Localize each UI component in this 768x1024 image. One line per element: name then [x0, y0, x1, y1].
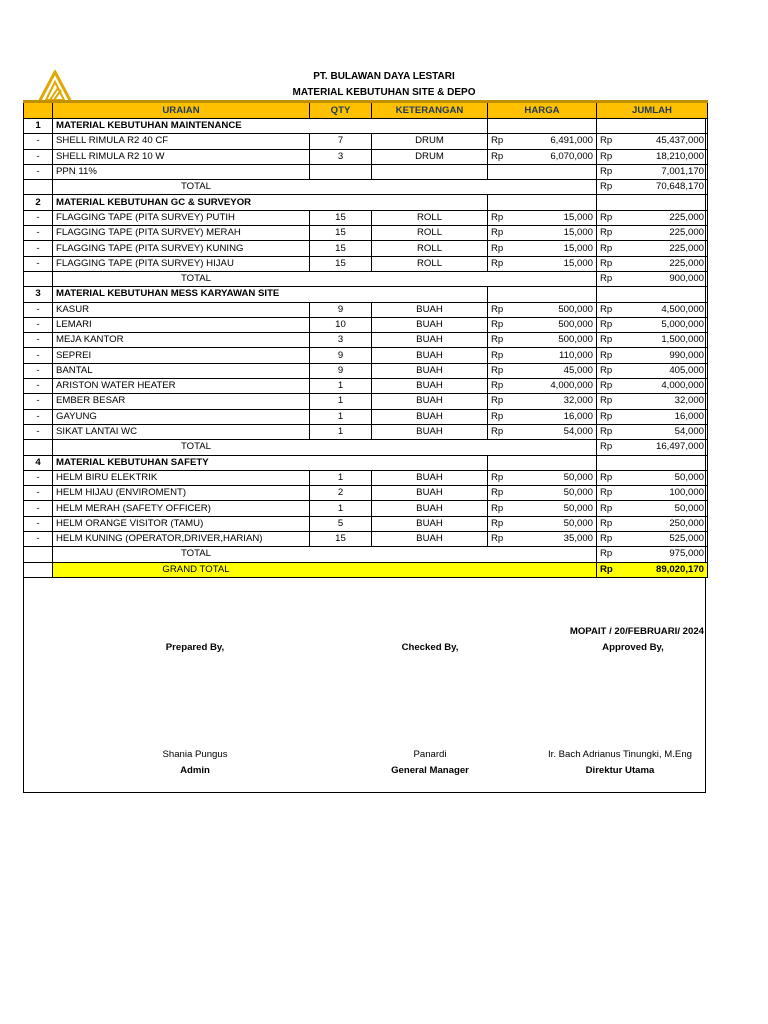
item-amount-currency: Rp: [597, 210, 615, 225]
column-header-row: [24, 102, 708, 119]
section-heading-row: [24, 195, 708, 210]
item-price: 50,000: [506, 486, 597, 501]
item-qty: 3: [310, 333, 372, 348]
total-currency: Rp: [597, 180, 615, 195]
item-mark: -: [24, 516, 53, 531]
item-price-currency: Rp: [488, 532, 506, 547]
section-heading-row: [24, 455, 708, 470]
item-unit: BUAH: [372, 348, 488, 363]
total-amount: 70,648,170: [615, 180, 708, 195]
grand-total-blank-no: [24, 562, 53, 577]
total-currency: Rp: [597, 440, 615, 455]
section-harga-blank: [488, 455, 597, 470]
item-row: [24, 516, 708, 531]
item-price-currency: Rp: [488, 226, 506, 241]
item-price: 45,000: [506, 363, 597, 378]
item-mark: -: [24, 226, 53, 241]
item-qty: 7: [310, 134, 372, 149]
item-amount-currency: Rp: [597, 486, 615, 501]
header-qty: QTY: [310, 102, 372, 119]
section-title: MATERIAL KEBUTUHAN GC & SURVEYOR: [53, 195, 488, 210]
item-amount: 45,437,000: [615, 134, 708, 149]
item-price-currency: Rp: [488, 241, 506, 256]
item-price-currency: Rp: [488, 333, 506, 348]
item-name: SHELL RIMULA R2 40 CF: [53, 134, 310, 149]
item-row: [24, 241, 708, 256]
item-name: HELM MERAH (SAFETY OFFICER): [53, 501, 310, 516]
item-mark: -: [24, 134, 53, 149]
grand-total-row: [24, 562, 708, 577]
section-number: 4: [24, 455, 53, 470]
item-price: 16,000: [506, 409, 597, 424]
item-price: 32,000: [506, 394, 597, 409]
item-amount-currency: Rp: [597, 149, 615, 164]
item-price: 54,000: [506, 424, 597, 439]
item-name: FLAGGING TAPE (PITA SURVEY) MERAH: [53, 226, 310, 241]
item-qty: 9: [310, 363, 372, 378]
item-row: [24, 333, 708, 348]
item-amount-currency: Rp: [597, 363, 615, 378]
item-mark: -: [24, 409, 53, 424]
item-qty: 15: [310, 532, 372, 547]
item-mark: -: [24, 486, 53, 501]
item-amount-currency: Rp: [597, 470, 615, 485]
item-mark: -: [24, 210, 53, 225]
item-name: EMBER BESAR: [53, 394, 310, 409]
item-row: [24, 302, 708, 317]
total-blank-no: [24, 547, 53, 562]
item-amount-currency: Rp: [597, 302, 615, 317]
item-unit: BUAH: [372, 532, 488, 547]
item-qty: 1: [310, 379, 372, 394]
item-price: 15,000: [506, 256, 597, 271]
total-amount: 975,000: [615, 547, 708, 562]
item-mark: -: [24, 317, 53, 332]
checked-by-label: Checked By,: [401, 642, 459, 653]
item-price-currency: Rp: [488, 256, 506, 271]
item-price-currency: Rp: [488, 149, 506, 164]
item-name: LEMARI: [53, 317, 310, 332]
section-jumlah-blank: [597, 119, 708, 134]
item-mark: -: [24, 333, 53, 348]
item-amount: 250,000: [615, 516, 708, 531]
section-heading-row: [24, 287, 708, 302]
item-price: 50,000: [506, 516, 597, 531]
item-row: [24, 134, 708, 149]
item-qty: 1: [310, 470, 372, 485]
header-no-cell: [24, 102, 53, 119]
approved-by-role: Direktur Utama: [585, 765, 655, 776]
item-amount-currency: Rp: [597, 532, 615, 547]
item-amount: 16,000: [615, 409, 708, 424]
item-amount-currency: Rp: [597, 394, 615, 409]
item-name: HELM KUNING (OPERATOR,DRIVER,HARIAN): [53, 532, 310, 547]
total-label: TOTAL: [53, 271, 597, 286]
item-name: ARISTON WATER HEATER: [53, 379, 310, 394]
item-mark: -: [24, 379, 53, 394]
item-qty: [310, 164, 372, 179]
item-unit: DRUM: [372, 149, 488, 164]
item-price: 15,000: [506, 210, 597, 225]
item-mark: -: [24, 348, 53, 363]
item-amount: 525,000: [615, 532, 708, 547]
section-jumlah-blank: [597, 287, 708, 302]
item-unit: BUAH: [372, 333, 488, 348]
item-row: [24, 470, 708, 485]
section-total-row: [24, 271, 708, 286]
item-mark: -: [24, 363, 53, 378]
item-amount: 50,000: [615, 501, 708, 516]
item-name: FLAGGING TAPE (PITA SURVEY) KUNING: [53, 241, 310, 256]
section-title: MATERIAL KEBUTUHAN MAINTENANCE: [53, 119, 488, 134]
item-unit: BUAH: [372, 486, 488, 501]
item-row: [24, 532, 708, 547]
item-amount: 990,000: [615, 348, 708, 363]
prepared-by-name: Shania Pungus: [162, 749, 228, 760]
item-amount-currency: Rp: [597, 134, 615, 149]
item-row: [24, 424, 708, 439]
item-price-currency: Rp: [488, 134, 506, 149]
item-row: [24, 164, 708, 179]
header-harga: HARGA: [488, 102, 597, 119]
item-qty: 2: [310, 486, 372, 501]
item-price-currency: Rp: [488, 394, 506, 409]
total-amount: 16,497,000: [615, 440, 708, 455]
item-qty: 9: [310, 348, 372, 363]
total-blank-no: [24, 271, 53, 286]
item-price: 110,000: [506, 348, 597, 363]
item-price: 500,000: [506, 333, 597, 348]
item-amount: 7,001,170: [615, 164, 708, 179]
item-price-currency: Rp: [488, 302, 506, 317]
item-price-currency: Rp: [488, 470, 506, 485]
item-amount-currency: Rp: [597, 333, 615, 348]
total-label: TOTAL: [53, 440, 597, 455]
item-amount: 225,000: [615, 226, 708, 241]
item-unit: ROLL: [372, 210, 488, 225]
grand-total-currency: Rp: [597, 562, 615, 577]
item-qty: 15: [310, 241, 372, 256]
item-price: 35,000: [506, 532, 597, 547]
item-qty: 15: [310, 256, 372, 271]
item-amount: 1,500,000: [615, 333, 708, 348]
item-unit: BUAH: [372, 363, 488, 378]
item-mark: -: [24, 424, 53, 439]
section-number: 1: [24, 119, 53, 134]
place-date: MOPAIT / 20/FEBRUARI/ 2024: [569, 626, 704, 637]
item-unit: BUAH: [372, 317, 488, 332]
item-name: SIKAT LANTAI WC: [53, 424, 310, 439]
item-price-currency: Rp: [488, 210, 506, 225]
item-price: 50,000: [506, 470, 597, 485]
item-price: 6,491,000: [506, 134, 597, 149]
item-unit: [372, 164, 488, 179]
item-qty: 5: [310, 516, 372, 531]
item-qty: 10: [310, 317, 372, 332]
item-unit: ROLL: [372, 256, 488, 271]
item-unit: BUAH: [372, 302, 488, 317]
item-amount: 4,000,000: [615, 379, 708, 394]
item-row: [24, 379, 708, 394]
item-row: [24, 317, 708, 332]
item-qty: 15: [310, 210, 372, 225]
item-price: [506, 164, 597, 179]
section-title: MATERIAL KEBUTUHAN SAFETY: [53, 455, 488, 470]
item-amount-currency: Rp: [597, 379, 615, 394]
header-keterangan: KETERANGAN: [372, 102, 488, 119]
total-amount: 900,000: [615, 271, 708, 286]
material-table: [23, 100, 708, 578]
prepared-by-role: Admin: [180, 765, 210, 776]
total-label: TOTAL: [53, 180, 597, 195]
checked-by-name: Panardi: [413, 749, 447, 760]
item-price: 500,000: [506, 302, 597, 317]
item-name: PPN 11%: [53, 164, 310, 179]
item-name: SEPREI: [53, 348, 310, 363]
item-amount: 100,000: [615, 486, 708, 501]
item-price-currency: Rp: [488, 363, 506, 378]
item-unit: BUAH: [372, 379, 488, 394]
item-name: FLAGGING TAPE (PITA SURVEY) HIJAU: [53, 256, 310, 271]
item-price: 15,000: [506, 226, 597, 241]
item-unit: BUAH: [372, 470, 488, 485]
total-blank-no: [24, 440, 53, 455]
section-jumlah-blank: [597, 455, 708, 470]
item-amount-currency: Rp: [597, 317, 615, 332]
item-amount-currency: Rp: [597, 241, 615, 256]
total-blank-no: [24, 180, 53, 195]
header-jumlah: JUMLAH: [597, 102, 708, 119]
item-price-currency: [488, 164, 506, 179]
item-price-currency: Rp: [488, 424, 506, 439]
item-amount-currency: Rp: [597, 424, 615, 439]
item-mark: -: [24, 302, 53, 317]
item-name: BANTAL: [53, 363, 310, 378]
item-price: 4,000,000: [506, 379, 597, 394]
item-unit: BUAH: [372, 501, 488, 516]
item-amount-currency: Rp: [597, 226, 615, 241]
item-qty: 1: [310, 409, 372, 424]
item-amount: 4,500,000: [615, 302, 708, 317]
item-mark: -: [24, 470, 53, 485]
item-qty: 1: [310, 424, 372, 439]
item-unit: DRUM: [372, 134, 488, 149]
item-unit: BUAH: [372, 409, 488, 424]
item-name: HELM HIJAU (ENVIROMENT): [53, 486, 310, 501]
item-name: SHELL RIMULA R2 10 W: [53, 149, 310, 164]
item-amount: 5,000,000: [615, 317, 708, 332]
item-price: 15,000: [506, 241, 597, 256]
item-price: 500,000: [506, 317, 597, 332]
item-amount-currency: Rp: [597, 256, 615, 271]
item-amount-currency: Rp: [597, 164, 615, 179]
section-number: 2: [24, 195, 53, 210]
section-total-row: [24, 547, 708, 562]
item-amount: 18,210,000: [615, 149, 708, 164]
item-unit: BUAH: [372, 516, 488, 531]
item-row: [24, 501, 708, 516]
item-amount: 54,000: [615, 424, 708, 439]
item-mark: -: [24, 256, 53, 271]
section-number: 3: [24, 287, 53, 302]
section-heading-row: [24, 119, 708, 134]
item-row: [24, 348, 708, 363]
item-price-currency: Rp: [488, 348, 506, 363]
approved-by-name: Ir. Bach Adrianus Tinungki, M.Eng: [548, 749, 692, 760]
item-qty: 15: [310, 226, 372, 241]
item-price-currency: Rp: [488, 379, 506, 394]
item-qty: 1: [310, 501, 372, 516]
item-row: [24, 256, 708, 271]
total-currency: Rp: [597, 271, 615, 286]
item-price-currency: Rp: [488, 317, 506, 332]
section-total-row: [24, 180, 708, 195]
item-row: [24, 409, 708, 424]
checked-by-role: General Manager: [391, 765, 469, 776]
section-title: MATERIAL KEBUTUHAN MESS KARYAWAN SITE: [53, 287, 488, 302]
total-label: TOTAL: [53, 547, 597, 562]
company-name: PT. BULAWAN DAYA LESTARI: [313, 71, 455, 82]
item-name: KASUR: [53, 302, 310, 317]
item-price: 6,070,000: [506, 149, 597, 164]
item-amount: 225,000: [615, 241, 708, 256]
item-row: [24, 149, 708, 164]
item-amount: 32,000: [615, 394, 708, 409]
section-total-row: [24, 440, 708, 455]
document-title: MATERIAL KEBUTUHAN SITE & DEPO: [292, 87, 476, 98]
item-name: MEJA KANTOR: [53, 333, 310, 348]
section-harga-blank: [488, 195, 597, 210]
item-row: [24, 226, 708, 241]
grand-total-amount: 89,020,170: [615, 562, 708, 577]
item-qty: 1: [310, 394, 372, 409]
item-amount: 225,000: [615, 256, 708, 271]
section-harga-blank: [488, 119, 597, 134]
item-row: [24, 210, 708, 225]
item-price-currency: Rp: [488, 486, 506, 501]
item-mark: -: [24, 394, 53, 409]
item-name: FLAGGING TAPE (PITA SURVEY) PUTIH: [53, 210, 310, 225]
item-qty: 3: [310, 149, 372, 164]
approved-by-label: Approved By,: [602, 642, 664, 653]
item-price: 50,000: [506, 501, 597, 516]
header-uraian: URAIAN: [53, 102, 310, 119]
item-qty: 9: [310, 302, 372, 317]
grand-total-label: GRAND TOTAL: [53, 562, 597, 577]
item-name: HELM BIRU ELEKTRIK: [53, 470, 310, 485]
item-unit: BUAH: [372, 394, 488, 409]
item-amount-currency: Rp: [597, 348, 615, 363]
item-mark: -: [24, 501, 53, 516]
item-amount-currency: Rp: [597, 516, 615, 531]
item-row: [24, 394, 708, 409]
item-price-currency: Rp: [488, 409, 506, 424]
item-mark: -: [24, 532, 53, 547]
item-name: HELM ORANGE VISITOR (TAMU): [53, 516, 310, 531]
item-row: [24, 363, 708, 378]
section-jumlah-blank: [597, 195, 708, 210]
item-amount-currency: Rp: [597, 501, 615, 516]
item-amount-currency: Rp: [597, 409, 615, 424]
item-amount: 405,000: [615, 363, 708, 378]
item-price-currency: Rp: [488, 501, 506, 516]
total-currency: Rp: [597, 547, 615, 562]
item-amount: 225,000: [615, 210, 708, 225]
item-unit: ROLL: [372, 241, 488, 256]
item-mark: -: [24, 241, 53, 256]
prepared-by-label: Prepared By,: [165, 642, 225, 653]
item-unit: BUAH: [372, 424, 488, 439]
item-price-currency: Rp: [488, 516, 506, 531]
item-row: [24, 486, 708, 501]
item-unit: ROLL: [372, 226, 488, 241]
item-name: GAYUNG: [53, 409, 310, 424]
section-harga-blank: [488, 287, 597, 302]
item-mark: -: [24, 149, 53, 164]
item-mark: -: [24, 164, 53, 179]
item-amount: 50,000: [615, 470, 708, 485]
